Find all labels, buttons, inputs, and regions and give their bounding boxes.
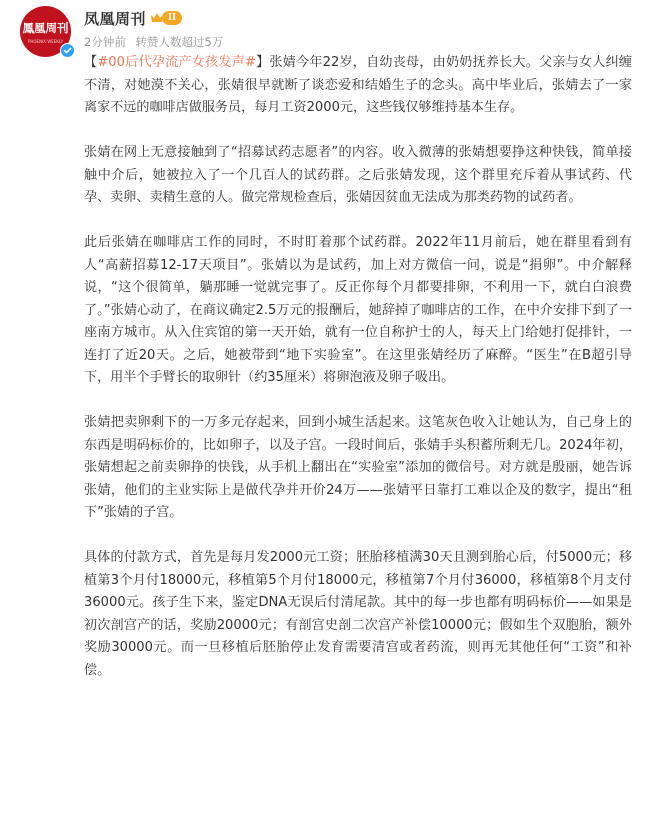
post-time[interactable]: 2分钟前: [84, 35, 126, 49]
post-paragraph: [84, 52, 632, 120]
post-body: [84, 52, 632, 705]
post-paragraph-1-text: 张婧今年22岁，自幼丧母，由奶奶抚养长大。父亲与女人纠缠不清，对她漠不关心，张婧很早就断了谈恋爱和结婚生子的念头。高中毕业后，张婧去了一家离家不远的咖啡店做服务员，每月工资2000元，这些钱仅够维持基本生存。: [84, 55, 633, 115]
post-paragraph-4: 张婧把卖卵剩下的一万多元存起来，回到小城生活起来。这笔灰色收入让她认为，自己身上的东西是明码标价的，比如卵子，以及子宫。一段时间后，张婧手头积蓄所剩无几。2024年初，张婧想起之前卖卵挣的快钱，从手机上翻出在“实验室”添加的微信号。对方就是殷丽，她告诉张婧，他们的主业实际上是做代孕并开价24万——张婧平日靠打工难以企及的数字，提出“租下”张婧的子宫。: [84, 415, 632, 520]
post-paragraph-5: 具体的付款方式，首先是每月发2000元工资；胚胎移植满30天且测到胎心后，付5000元；移植第3个月付18000元，移植第5个月付18000元，移植第7个月付36000，移植第8个月支付36000元。孩子生下来，鉴定DNA无误后付清尾款。其中的每一步也都有明码标价——如果是初次剖宫产的话，奖励20000元；有剖宫史剖二次宫产补偿10000元；假如生个双胞胎，额外奖励30000元。而一旦移植后胚胎停止发育需要清宫或者药流，则再无其他任何“工资”和补偿。: [84, 550, 632, 678]
engagement-count: 转赞人数超过5万: [135, 35, 224, 49]
hashtag-bracket-close: 】: [255, 55, 270, 70]
post-meta: [84, 34, 229, 50]
avatar-logo-text: 鳳凰周刊: [22, 21, 69, 35]
post-paragraph-2: 张婧在网上无意接触到了“招募试药志愿者”的内容。收入微薄的张婧想要挣这种快钱，简单接触中介后，她被拉入了一个几百人的试药群。之后张婧发现，这个群里充斥着从事试药、代孕、卖卵、卖精生意的人。做完常规检查后，张婧因贫血无法成为那类药物的试药者。: [84, 145, 632, 205]
vip-level-badge[interactable]: II: [162, 11, 182, 25]
verified-icon: [60, 43, 75, 58]
avatar-logo-subtext: PHOENIX WEEKLY: [27, 39, 64, 44]
post-paragraph-3: 此后张婧在咖啡店工作的同时，不时盯着那个试药群。2022年11月前后，她在群里看到有人“高薪招募12-17天项目”。张婧以为是试药，加上对方微信一问，说是“捐卵”。中介解释说，“这个很简单，躺那睡一觉就完事了。反正你每个月都要排卵，不利用一下，就白白浪费了。”张婧心动了，在商议确定2.5万元的报酬后，她辞掉了咖啡店的工作，在中介安排下到了一座南方城市。从入住宾馆的第一天开始，就有一位自称护士的人，每天上门给她打促排针，一连打了近20天。之后，她被带到“地下实验室”。在这里张婧经历了麻醉。“医生”在B超引导下，用半个手臂长的取卵针（约35厘米）将卵泡液及卵子吸出。: [84, 235, 632, 385]
hashtag-bracket-open: 【: [84, 55, 98, 70]
hashtag-link[interactable]: #00后代孕流产女孩发声#: [97, 55, 256, 70]
account-name[interactable]: 凤凰周刊: [84, 10, 147, 28]
